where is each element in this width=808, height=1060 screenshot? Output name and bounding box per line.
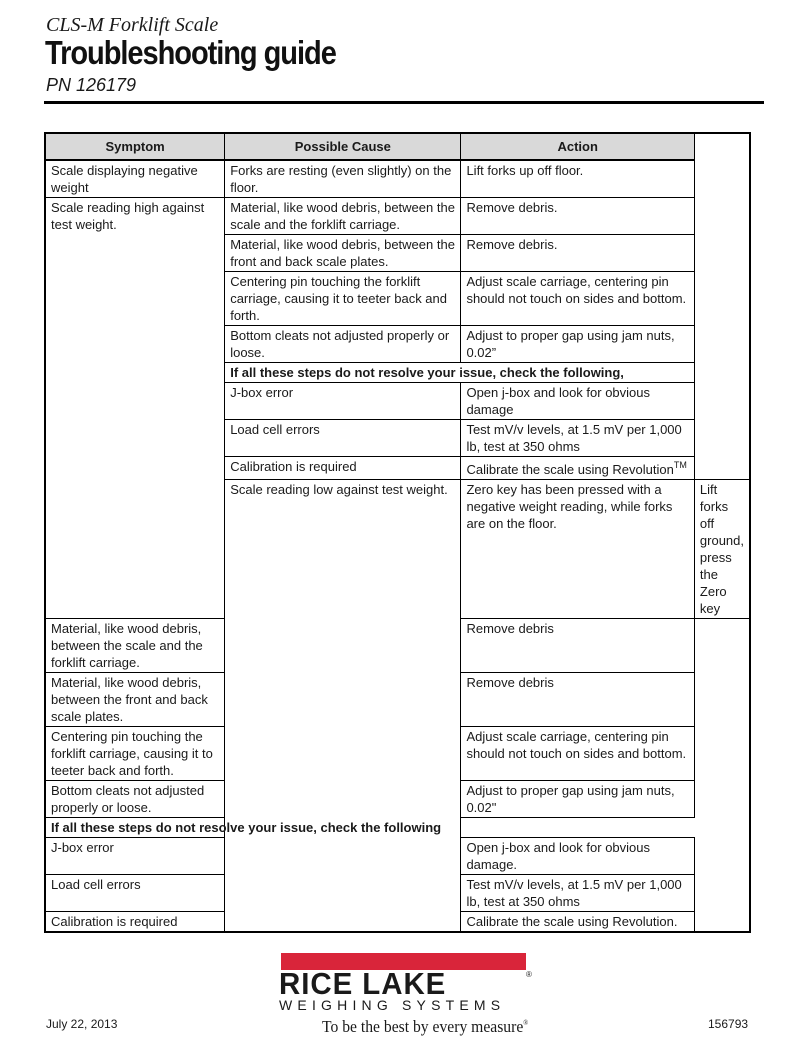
- company-logo-name: RICE LAKE: [279, 966, 447, 1001]
- footer-doc-number: 156793: [708, 1017, 749, 1031]
- footer-date: July 22, 2013: [46, 1017, 118, 1031]
- cause-cell: Material, like wood debris, between the front and back scale plates.: [225, 235, 461, 272]
- note-cell: If all these steps do not resolve your issue, check the following: [45, 818, 461, 838]
- cause-cell: Zero key has been pressed with a negative weight reading, while forks are on the floor.: [461, 480, 694, 619]
- cause-cell: Bottom cleats not adjusted properly or loose.: [225, 326, 461, 363]
- note-row: [45, 818, 750, 838]
- cause-cell: Bottom cleats not adjusted properly or loose.: [45, 781, 225, 818]
- symptom-cell: Scale reading low against test weight.: [225, 480, 461, 933]
- cause-cell: Material, like wood debris, between the scale and the forklift carriage.: [45, 619, 225, 673]
- cause-cell: Calibration is required: [45, 912, 225, 933]
- cause-cell: Centering pin touching the forklift carriage, causing it to teeter back and forth.: [225, 272, 461, 326]
- cause-cell: J-box error: [45, 838, 225, 875]
- cause-cell: Centering pin touching the forklift carriage, causing it to teeter back and forth.: [45, 727, 225, 781]
- company-tagline: [322, 1017, 528, 1037]
- action-cell: Adjust scale carriage, centering pin should not touch on sides and bottom.: [461, 272, 694, 326]
- cause-cell: Material, like wood debris, between the front and back scale plates.: [45, 673, 225, 727]
- action-cell: Lift forks up off floor.: [461, 160, 694, 198]
- cause-cell: Forks are resting (even slightly) on the floor.: [225, 160, 461, 198]
- trademark-mark: TM: [673, 460, 687, 470]
- column-header-action: Action: [461, 133, 694, 160]
- page-title: Troubleshooting guide: [45, 34, 336, 71]
- column-header-possible-cause: Possible Cause: [225, 133, 461, 160]
- action-cell: Lift forks off ground, press the Zero key: [694, 480, 750, 619]
- action-cell: Test mV/v levels, at 1.5 mV per 1,000 lb, test at 350 ohms: [461, 420, 694, 457]
- cause-cell: Load cell errors: [225, 420, 461, 457]
- table-row: [45, 198, 750, 235]
- symptom-cell: Scale reading high against test weight.: [45, 198, 225, 619]
- action-cell: Remove debris: [461, 673, 694, 727]
- cause-cell: Calibration is required: [225, 457, 461, 480]
- document-subtitle: CLS-M Forklift Scale: [46, 14, 219, 36]
- action-cell: Open j-box and look for obvious damage: [461, 383, 694, 420]
- action-cell: Remove debris: [461, 619, 694, 673]
- part-number: PN 126179: [46, 75, 137, 95]
- action-cell: Adjust to proper gap using jam nuts, 0.02": [461, 781, 694, 818]
- action-cell: Adjust scale carriage, centering pin should not touch on sides and bottom.: [461, 727, 694, 781]
- column-header-symptom: Symptom: [45, 133, 225, 160]
- table-row: [45, 160, 750, 198]
- header-rule: [44, 101, 764, 104]
- cause-cell: Material, like wood debris, between the scale and the forklift carriage.: [225, 198, 461, 235]
- action-cell: Calibrate the scale using Revolution.: [461, 912, 694, 933]
- table-header-row: [45, 133, 750, 160]
- cause-cell: Load cell errors: [45, 875, 225, 912]
- action-text: Calibrate the scale using Revolution: [466, 462, 674, 477]
- action-cell: Remove debris.: [461, 198, 694, 235]
- note-cell: If all these steps do not resolve your issue, check the following,: [225, 363, 695, 383]
- tagline-registered-mark: ®: [523, 1019, 529, 1027]
- company-logo-subtitle: WEIGHING SYSTEMS: [279, 997, 506, 1013]
- action-cell: Test mV/v levels, at 1.5 mV per 1,000 lb, test at 350 ohms: [461, 875, 694, 912]
- action-cell: Adjust to proper gap using jam nuts, 0.02”: [461, 326, 694, 363]
- action-cell: Open j-box and look for obvious damage.: [461, 838, 694, 875]
- logo-registered-mark: ®: [526, 970, 532, 979]
- troubleshooting-table: [44, 132, 751, 933]
- symptom-cell: Scale displaying negative weight: [45, 160, 225, 198]
- action-cell: Remove debris.: [461, 235, 694, 272]
- tagline-text: To be the best by every measure: [322, 1017, 524, 1036]
- action-cell: [461, 457, 694, 480]
- cause-cell: J-box error: [225, 383, 461, 420]
